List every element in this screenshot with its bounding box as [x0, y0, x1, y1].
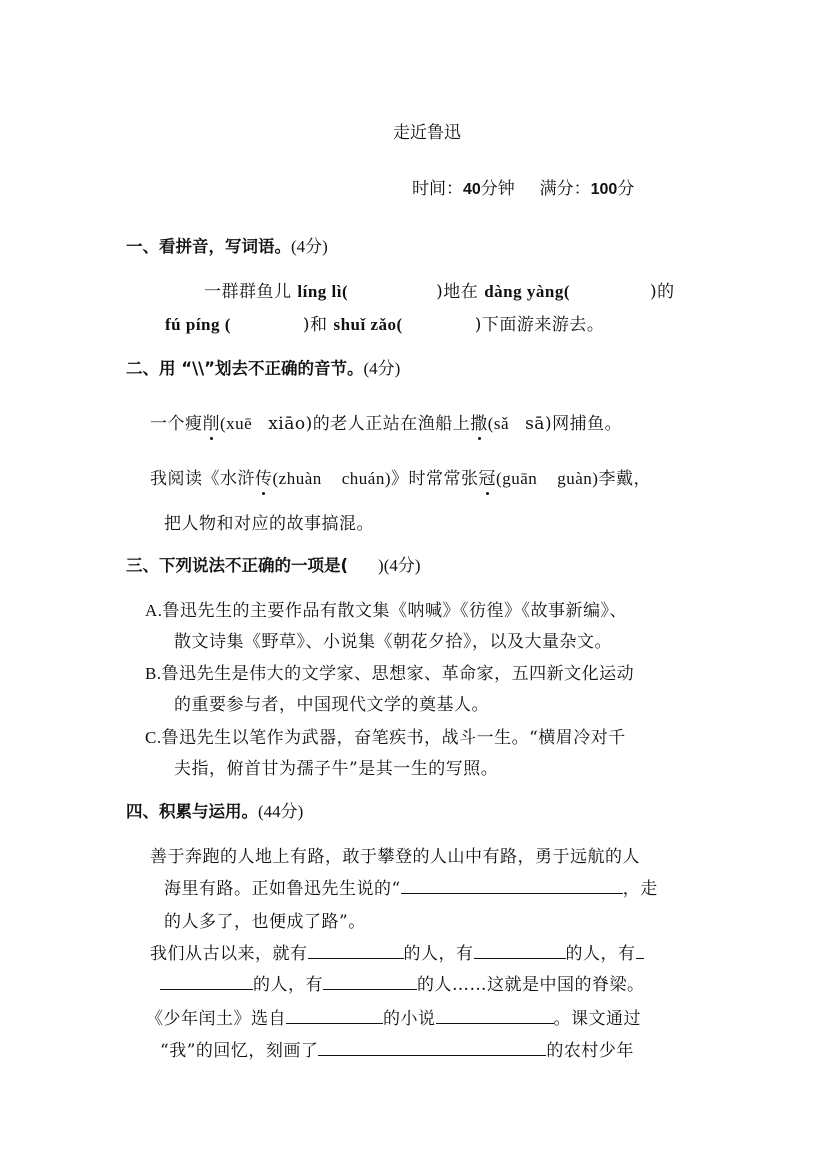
time-unit: 分钟	[480, 179, 515, 199]
fill-blank[interactable]	[160, 974, 253, 990]
pinyin-fu-ping: fú píng (	[165, 315, 231, 334]
q1-text: )的	[650, 282, 675, 302]
option-b[interactable]	[145, 659, 634, 684]
q4-p1-line3: 的人多了，也便成了路”。	[164, 912, 366, 932]
option-a-cont: 散文诗集《野草》、小说集《朝花夕拾》，以及大量杂文。	[174, 632, 612, 652]
pinyin-option[interactable]: (zhuàn	[272, 469, 322, 488]
fill-blank[interactable]	[318, 1040, 546, 1056]
q4-p1-line2	[164, 874, 658, 899]
score-value: 100	[590, 181, 618, 198]
q2-points: (4分)	[363, 359, 401, 378]
option-a[interactable]	[145, 596, 627, 621]
q1-text: )和	[302, 315, 328, 335]
q2-heading-text: 二、用 “\\”划去不正确的音节。	[126, 359, 364, 378]
q2-sentence-2	[150, 464, 651, 489]
q4-p2-line2	[160, 970, 645, 995]
time-value: 40	[463, 181, 481, 198]
q3-heading	[126, 551, 421, 576]
fill-blank[interactable]	[636, 943, 644, 959]
q4-text: ，走	[622, 879, 658, 899]
fill-blank[interactable]	[286, 1008, 383, 1024]
q4-p1-line1: 善于奔跑的人地上有路，敢于攀登的人山中有路，勇于远航的人	[150, 847, 640, 867]
q1-line-2	[165, 310, 604, 335]
fill-blank[interactable]	[323, 974, 417, 990]
fill-blank[interactable]	[436, 1008, 554, 1024]
q4-p3-line2	[160, 1036, 634, 1061]
q4-text: 的小说	[383, 1009, 436, 1029]
q1-heading	[126, 232, 328, 257]
fill-blank[interactable]	[401, 878, 623, 894]
marked-char: 削	[202, 414, 220, 434]
q1-points: (4分)	[291, 237, 328, 256]
q4-points: (44分)	[258, 802, 304, 821]
q2-sentence-2-cont: 把人物和对应的故事搞混。	[164, 514, 374, 534]
q4-heading-text: 四、积累与运用。	[126, 802, 258, 821]
q2-text: xiāo)的老人正站在渔船上	[268, 414, 471, 434]
q4-text: 的人，有	[253, 975, 323, 995]
marked-char: 撒	[470, 414, 488, 434]
pinyin-shui-zao: shuǐ zǎo(	[333, 315, 403, 334]
q1-text: )下面游来游去。	[474, 315, 605, 335]
exam-meta	[412, 174, 634, 199]
option-text: 鲁迅先生是伟大的文学家、思想家、革命家，五四新文化运动	[161, 664, 635, 684]
fill-blank[interactable]	[308, 943, 404, 959]
q4-text: 《少年闰土》选自	[146, 1009, 286, 1029]
pinyin-option[interactable]: (guān	[496, 469, 538, 488]
option-label: A.	[145, 601, 163, 620]
option-text: 鲁迅先生以笔作为武器，奋笔疾书，战斗一生。“横眉冷对千	[161, 728, 626, 748]
q2-text: 一个瘦	[150, 414, 203, 434]
q4-p2-line1	[150, 939, 644, 964]
option-c-cont: 夫指，俯首甘为孺子牛”是其一生的写照。	[174, 759, 499, 779]
q4-heading	[126, 797, 303, 822]
q4-p3-line1	[146, 1004, 641, 1029]
option-label: B.	[145, 664, 162, 683]
pinyin-ling-li: líng lì(	[297, 282, 349, 301]
marked-char: 传	[255, 469, 273, 489]
q4-text: 我们从古以来，就有	[150, 944, 308, 964]
q4-text: 的人，有	[565, 944, 636, 964]
q2-text: chuán)》时常常张	[341, 469, 479, 488]
fill-blank[interactable]	[474, 943, 566, 959]
option-text: 鲁迅先生的主要作品有散文集《呐喊》《彷徨》《故事新编》、	[162, 601, 628, 621]
score-unit: 分	[617, 179, 635, 199]
q2-sentence-1	[150, 409, 622, 434]
q2-text: 我阅读《水浒	[150, 469, 255, 489]
q1-text: 一群群鱼儿	[204, 282, 292, 302]
q2-text: sā)网捕鱼。	[525, 414, 623, 434]
time-label: 时间：	[412, 179, 463, 199]
q4-text: “我”的回忆，刻画了	[160, 1041, 319, 1061]
page-title: 走近鲁迅	[393, 123, 461, 143]
pinyin-dang-yang: dàng yàng(	[484, 282, 570, 301]
q1-heading-text: 一、看拼音，写词语。	[126, 237, 291, 256]
q2-text: guàn)李戴，	[557, 469, 651, 488]
option-b-cont: 的重要参与者，中国现代文学的奠基人。	[174, 695, 489, 715]
q1-line-1	[204, 277, 675, 302]
q4-text: 的农村少年	[546, 1041, 634, 1061]
option-label: C.	[145, 728, 162, 747]
pinyin-option[interactable]: (xuē	[220, 414, 253, 433]
q3-paren: )	[378, 556, 384, 575]
q2-heading	[126, 354, 400, 379]
q4-text: 海里有路。正如鲁迅先生说的“	[164, 879, 401, 899]
option-c[interactable]	[145, 723, 626, 748]
q3-heading-text: 三、下列说法不正确的一项是(	[126, 556, 349, 575]
q4-text: 的人……这就是中国的脊梁。	[417, 975, 645, 995]
marked-char: 冠	[478, 469, 497, 489]
score-label: 满分：	[539, 179, 591, 199]
q1-text: )地在	[436, 282, 479, 302]
q3-points: (4分)	[383, 556, 421, 575]
q4-text: 的人，有	[403, 944, 474, 964]
pinyin-option[interactable]: (sǎ	[487, 414, 510, 433]
q4-text: 。课文通过	[553, 1009, 641, 1029]
